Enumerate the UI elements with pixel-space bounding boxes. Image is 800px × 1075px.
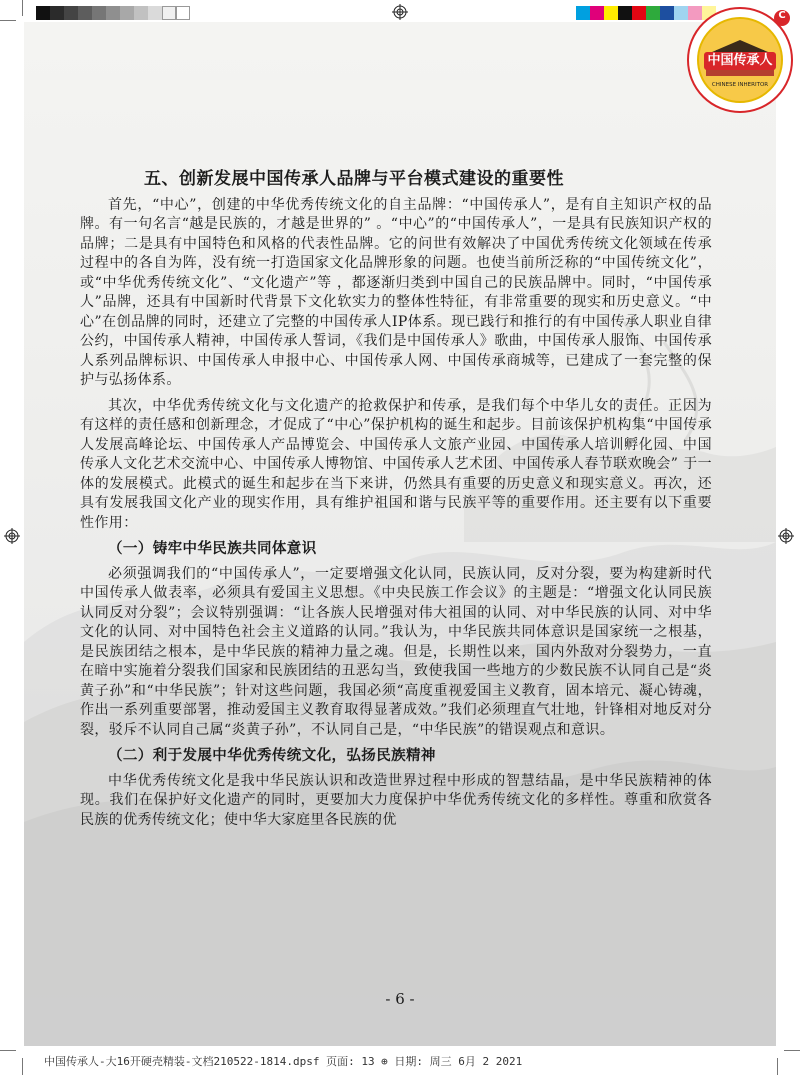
crop-mark (22, 1058, 23, 1075)
logo-english-text: CHINESE INHERITOR (711, 82, 769, 88)
logo-mark: C (778, 10, 786, 21)
registration-mark-icon (4, 528, 20, 544)
logo-title: 中国传承人 (707, 53, 773, 68)
chinese-inheritor-logo (686, 6, 794, 114)
crop-mark (0, 1050, 16, 1051)
crop-mark (777, 1058, 778, 1075)
crop-mark (784, 1050, 800, 1051)
subheading: （一）铸牢中华民族共同体意识 (108, 540, 317, 557)
crop-mark (0, 20, 16, 21)
print-slug-footer: 中国传承人-大16开硬壳精装-文档210522-1814.dpsf 页面: 13 ⊕ 日期: 周三 6月 2 2021 (44, 1055, 523, 1068)
article-body (80, 170, 712, 836)
crop-mark (22, 0, 23, 16)
paragraph: 必须强调我们的“中国传承人”，一定要增强文化认同，民族认同，反对分裂，要为构建新时代中国传承人做表率，必须具有爱国主义思想。《中央民族工作会议》的主题是：“增强文化认同民族认同反对分裂”；会议特别强调：“让各族人民增强对伟大祖国的认同、对中华民族的认同、对中华文化的认同、对中国特色社会主义道路的认同。”我认为，中华民族共同体意识是国家统一之根基，是民族团结之根本，是中华民族的精神力量之魂。但是，长期性以来，国内外敌对分裂势力，一直在暗中实施着分裂我们国家和民族团结的丑恶勾当，致使我国一些地方的少数民族不认同自己是“炎黄子孙”和“中华民族”；针对这些问题，我国必须“高度重视爱国主义教育，固本培元、凝心铸魂，作出一系列重要部署，推动爱国主义教育取得显著成效。”我们必须理直气壮地，针锋相对地反对分裂，驳斥不认同自己属“炎黄子孙”，不认同自己是，“中华民族”的错误观点和意识。 (80, 565, 712, 738)
paragraph: 中华优秀传统文化是我中华民族认识和改造世界过程中形成的智慧结晶，是中华民族精神的体现。我们在保护好文化遗产的同时，更要加大力度保护中华优秀传统文化的多样性。尊重和欣赏各民族的优秀传统文化；使中华大家庭里各民族的优 (80, 772, 712, 828)
registration-mark-icon (392, 4, 408, 20)
paragraph: 其次，中华优秀传统文化与文化遗产的抢救保护和传承，是我们每个中华儿女的责任。正因为有这样的责任感和创新理念，才促成了“中心”保护机构的诞生和起步。目前该保护机构集“中国传承人发展高峰论坛、中国传承人产品博览会、中国传承人文旅产业园、中国传承人培训孵化园、中国传承人文化艺术交流中心、中国传承人博物馆、中国传承人艺术团、中国传承人春节联欢晚会” 于一体的发展模式。此模式的诞生和起步在当下来讲，仍然具有重要的历史意义和现实意义。再次，还具有发展我国文化产业的现实作用，具有维护祖国和谐与民族平等的重要作用。还主要有以下重要性作用： (80, 397, 712, 531)
page-number: - 6 - (385, 990, 415, 1008)
paragraph: 首先，“中心”，创建的中华优秀传统文化的自主品牌：“中国传承人”，是有自主知识产权的品牌。有一句名言“越是民族的，才越是世界的” 。“中心”的“中国传承人”，一是具有民族知识产权的品牌；二是具有中国特色和风格的代表性品牌。它的问世有效解决了中国优秀传统文化领域在传承过程中的各自为阵，没有统一打造国家文化品牌形象的问题。也使当前所泛称的“中国传统文化”，或“中华优秀传统文化”、“文化遗产”等 ，都逐渐归类到中国自己的民族品牌中。同时，“中国传承人”品牌，还具有中国新时代背景下文化软实力的整体性特征，有非常重要的现实和历史意义。“中心”在创品牌的同时，还建立了完整的中国传承人IP体系。现已践行和推行的有中国传承人职业自律公约，中国传承人精神，中国传承人誓词，《我们是中国传承人》歌曲，中国传承人服饰、中国传承人系列品牌标识、中国传承人申报中心、中国传承人网、中国传承商城等，已建成了一套完整的保护与弘扬体系。 (80, 196, 712, 388)
grayscale-calibration-bar (36, 6, 190, 20)
registration-mark-icon (778, 528, 794, 544)
section-heading: 五、创新发展中国传承人品牌与平台模式建设的重要性 (144, 169, 564, 189)
subheading: （二）利于发展中华优秀传统文化，弘扬民族精神 (108, 747, 436, 764)
